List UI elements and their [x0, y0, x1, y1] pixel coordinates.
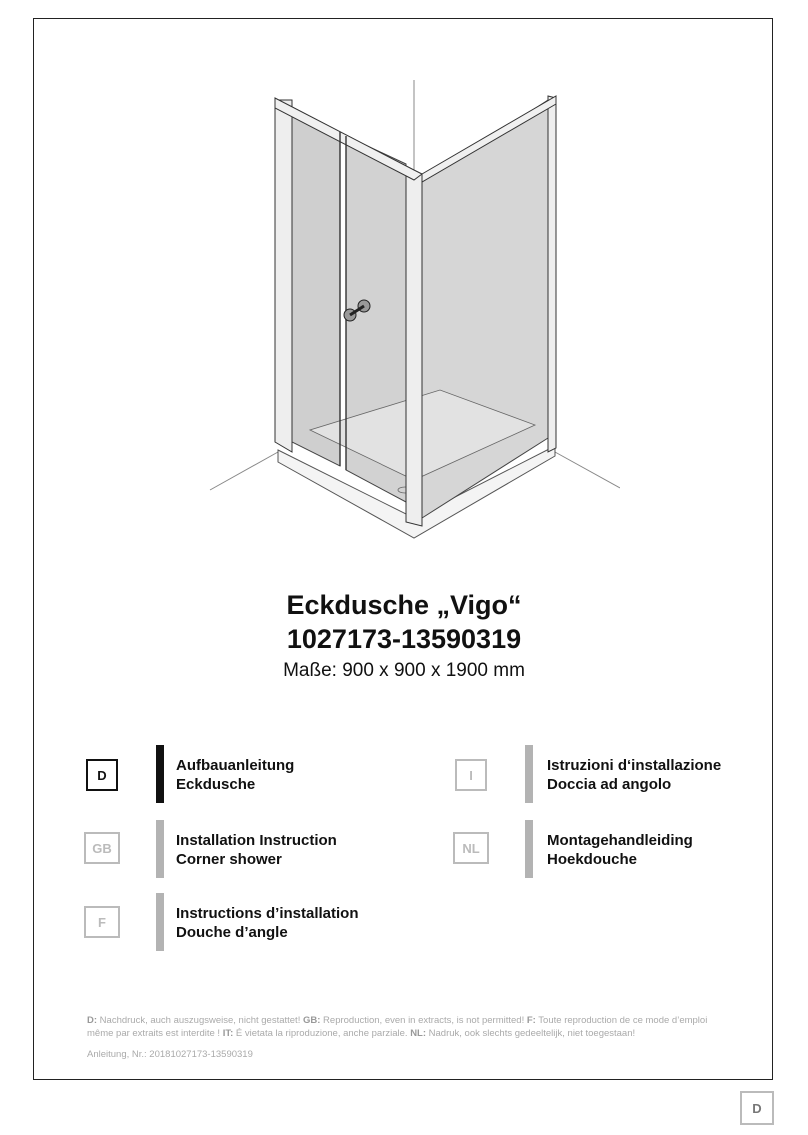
language-title: Aufbauanleitung — [176, 757, 295, 774]
language-text-d — [176, 756, 294, 794]
language-badge-d: D — [86, 759, 118, 791]
language-title: Instructions d’installation — [176, 905, 359, 922]
product-dimensions: Maße: 900 x 900 x 1900 mm — [283, 660, 525, 681]
language-title: Montagehandleiding — [547, 832, 693, 849]
language-subtitle: Corner shower — [176, 851, 282, 868]
title-block — [0, 588, 808, 684]
language-title: Installation Instruction — [176, 832, 337, 849]
language-text-nl — [547, 831, 693, 869]
language-badge-f: F — [84, 906, 120, 938]
language-subtitle: Douche d’angle — [176, 924, 288, 941]
language-subtitle: Doccia ad angolo — [547, 776, 672, 793]
language-bar-i — [525, 745, 533, 803]
language-bar-nl — [525, 820, 533, 878]
language-badge-gb: GB — [84, 832, 120, 864]
language-bar-f — [156, 893, 164, 951]
language-title: Istruzioni d‘installazione — [547, 757, 722, 774]
article-number: 1027173-13590319 — [286, 624, 522, 654]
language-subtitle: Eckdusche — [176, 776, 256, 793]
page-language-badge: D — [740, 1091, 774, 1125]
language-badge-i: I — [455, 759, 487, 791]
language-text-gb — [176, 831, 337, 869]
language-text-i — [547, 756, 721, 794]
language-badge-nl: NL — [453, 832, 489, 864]
copyright-notice: D: Nachdruck, auch auszugsweise, nicht gestattet! GB: Reproduction, even in extracts, is not permitted! F: Toute reproduction de ce mode d’emploi même par extraits est interdite ! IT: É vietata la riproduzione, anche parziale. NL: Nadruk, ook slechts gedeeltelijk, niet toegestaan! — [87, 1015, 708, 1039]
product-title: Eckdusche „Vigo“ — [286, 590, 522, 620]
language-bar-gb — [156, 820, 164, 878]
language-text-f — [176, 904, 359, 942]
language-subtitle: Hoekdouche — [547, 851, 638, 868]
manual-number: Anleitung, Nr.: 20181027173-13590319 — [87, 1049, 253, 1060]
shower-illustration — [200, 70, 620, 550]
language-bar-d — [156, 745, 164, 803]
